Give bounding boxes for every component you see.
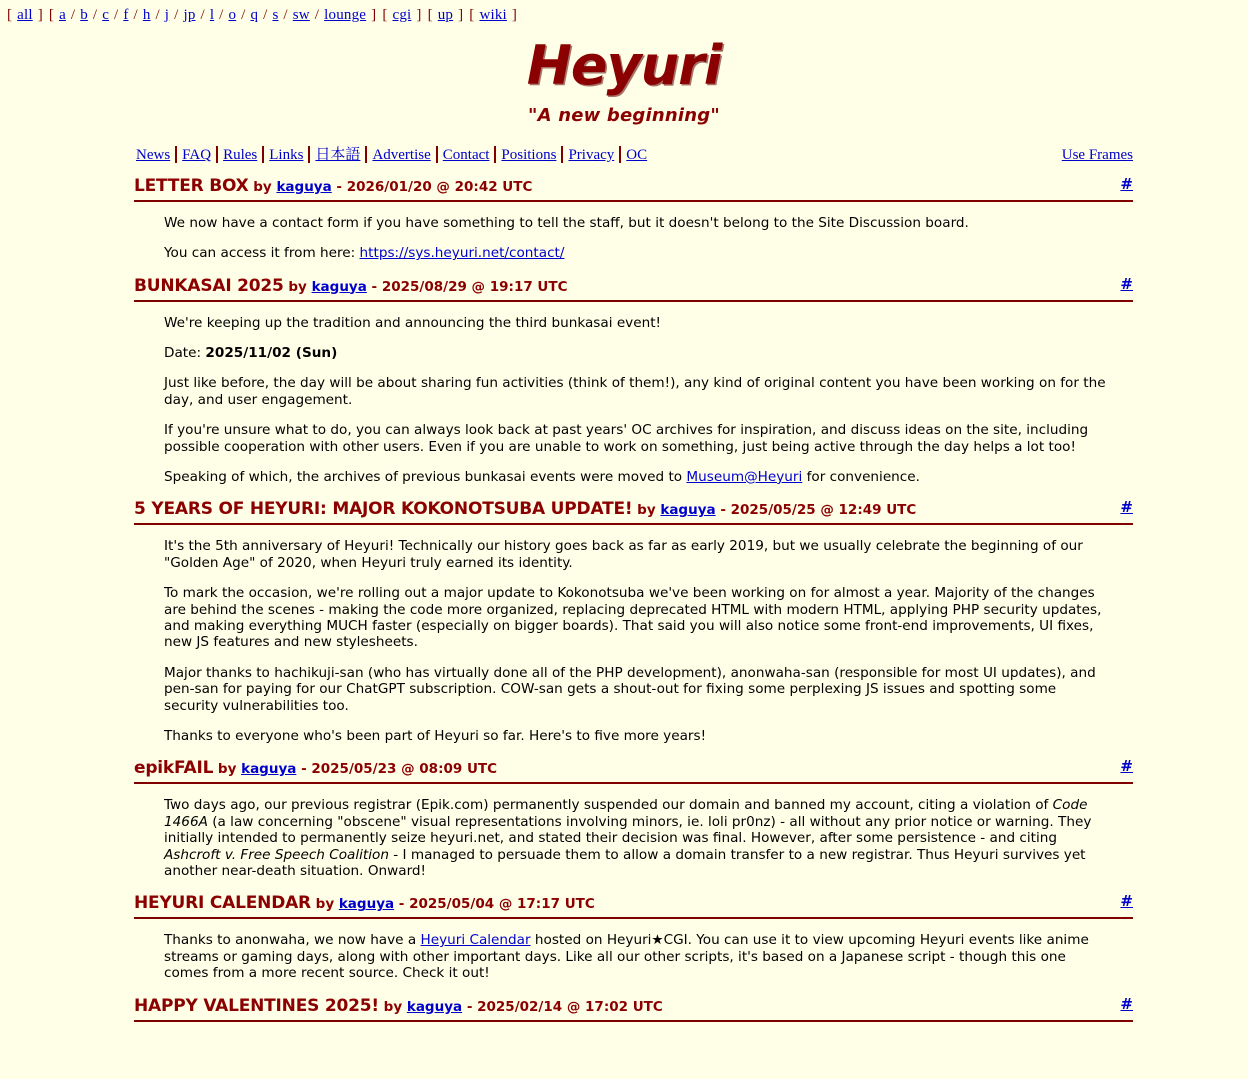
- nav-item-faq[interactable]: FAQ: [182, 146, 212, 163]
- bracket-open: [: [469, 7, 479, 23]
- nav-item-news[interactable]: News: [136, 146, 171, 163]
- text-run: (a law concerning "obscene" visual representations involving minors, ie. loli pr0nz) - all without any prior notice or warning. They initially intended to permanently seize heyuri.net, and stated their decision was final. However, after some persistence - and citing: [164, 813, 1092, 847]
- post-date: - 2025/08/29 @ 19:17 UTC: [366, 278, 568, 295]
- text-run: We're keeping up the tradition and announcing the third bunkasai event!: [164, 314, 661, 331]
- post-anchor: [1120, 892, 1133, 910]
- post-paragraph: [164, 422, 1114, 455]
- post-paragraph: [164, 469, 1114, 485]
- post-title: epikFAIL: [134, 758, 214, 779]
- post-title: BUNKASAI 2025: [134, 275, 284, 296]
- post-meta: [379, 999, 663, 1015]
- news-post: [0, 276, 1248, 500]
- board-link-h[interactable]: h: [142, 7, 151, 23]
- post-permalink-link[interactable]: #: [1120, 757, 1133, 776]
- bold-text: 2025/11/02 (Sun): [205, 344, 338, 361]
- post-date: - 2026/01/20 @ 20:42 UTC: [331, 178, 533, 195]
- post-author-link[interactable]: kaguya: [660, 502, 716, 519]
- board-link-a[interactable]: a: [59, 7, 66, 23]
- post-body: [164, 202, 1114, 276]
- post-body: [164, 302, 1114, 500]
- board-link-o[interactable]: o: [228, 7, 237, 23]
- post-paragraph: [164, 215, 1114, 231]
- board-link-j[interactable]: j: [164, 7, 170, 23]
- news-post: [0, 996, 1248, 1022]
- post-meta: [213, 761, 497, 777]
- board-separator: /: [66, 7, 80, 23]
- board-link-f[interactable]: f: [123, 7, 129, 23]
- board-link-up[interactable]: up: [437, 7, 454, 23]
- board-group: [468, 7, 518, 23]
- post-title: 5 YEARS OF HEYURI: MAJOR KOKONOTSUBA UPDATE!: [134, 499, 633, 520]
- bracket-close: ]: [454, 7, 464, 23]
- nav-item-rules[interactable]: Rules: [223, 146, 258, 163]
- post-header: [134, 758, 1133, 784]
- board-separator: /: [196, 7, 209, 23]
- text-run: Two days ago, our previous registrar (Epik.com) permanently suspended our domain and banned my account, citing a violation of: [164, 797, 1053, 814]
- post-body: [164, 919, 1114, 995]
- post-date: - 2025/05/04 @ 17:17 UTC: [394, 896, 595, 913]
- board-separator: /: [110, 7, 123, 23]
- post-meta: [632, 502, 916, 518]
- board-link-l[interactable]: l: [209, 7, 215, 23]
- nav-item-advertise[interactable]: Advertise: [372, 146, 431, 163]
- site-header: [0, 34, 1248, 126]
- post-by-label: by: [213, 761, 242, 778]
- post-meta: [249, 179, 533, 195]
- text-run: hosted on Heyuri★CGI. You can use it to view upcoming Heyuri events like anime streams or gaming days, along with other important days. Like all our other scripts, it's based on a Japanese script - though this one comes from a more recent source. Check it out!: [164, 932, 1089, 982]
- board-link-s[interactable]: s: [272, 7, 279, 23]
- board-separator: /: [310, 7, 324, 23]
- post-paragraph: [164, 375, 1114, 408]
- post-meta: [311, 896, 595, 912]
- post-paragraph: [164, 585, 1114, 651]
- board-link-wiki[interactable]: wiki: [479, 7, 507, 23]
- post-header: [134, 996, 1133, 1022]
- text-run: - I managed to persuade them to allow a domain transfer to a new registrar. Thus Heyuri survives yet another near-death situation. Onward!: [164, 846, 1086, 880]
- post-header: [134, 276, 1133, 302]
- post-title: HEYURI CALENDAR: [134, 893, 311, 914]
- news-post: [0, 893, 1248, 995]
- post-meta: [284, 279, 568, 295]
- text-run: To mark the occasion, we're rolling out a major update to Kokonotsuba we've been working on for almost a year. Majority of the changes are behind the scenes - making the code more organized, replacing deprecated HTML with modern HTML, applying PHP security updates, and making everything MUCH faster (especially on bigger boards). That said you will also notice some front-end improvements, UI fixes, new JS features and new stylesheets.: [164, 585, 1102, 651]
- post-by-label: by: [283, 278, 312, 295]
- board-link-jp[interactable]: jp: [183, 7, 196, 23]
- board-list: [0, 0, 1248, 24]
- post-author-link[interactable]: kaguya: [276, 178, 332, 195]
- board-link-all[interactable]: all: [17, 7, 33, 23]
- bracket-open: [: [427, 7, 437, 23]
- post-author-link[interactable]: kaguya: [241, 761, 297, 778]
- news-post: [0, 499, 1248, 758]
- nav-item-positions[interactable]: Positions: [501, 146, 557, 163]
- post-paragraph: [164, 797, 1114, 879]
- board-separator: /: [215, 7, 228, 23]
- board-group: [381, 7, 422, 23]
- post-title: HAPPY VALENTINES 2025!: [134, 995, 379, 1016]
- board-link-cgi[interactable]: cgi: [392, 7, 412, 23]
- text-run: Speaking of which, the archives of previous bunkasai events were moved to: [164, 468, 687, 485]
- text-run: Date:: [164, 344, 206, 361]
- bracket-open: [: [7, 7, 17, 23]
- board-separator: /: [151, 7, 164, 23]
- post-paragraph: [164, 315, 1114, 331]
- post-header: [134, 176, 1133, 202]
- bracket-open: [: [48, 7, 59, 23]
- italic-text: Code 1466A: [164, 797, 1088, 830]
- board-separator: /: [279, 7, 292, 23]
- post-body: [164, 525, 1114, 758]
- bracket-close: ]: [367, 7, 377, 23]
- nav-item-oc[interactable]: OC: [626, 146, 648, 163]
- news-post-list: [0, 176, 1248, 1022]
- post-by-label: by: [632, 502, 661, 519]
- post-paragraph: [164, 932, 1114, 981]
- board-separator: /: [259, 7, 272, 23]
- text-run: Thanks to everyone who's been part of Heyuri so far. Here's to five more years!: [164, 728, 707, 744]
- board-separator: /: [88, 7, 102, 23]
- post-by-label: by: [248, 178, 277, 195]
- post-body: [164, 784, 1114, 893]
- board-separator: /: [129, 7, 142, 23]
- site-slogan: "A new beginning": [528, 104, 720, 126]
- text-run: If you're unsure what to do, you can always look back at past years' OC archives for inspiration, and discuss ideas on the site, including possible cooperation with other users. Even if you are unable to work on something, just being active through the day helps a lot too!: [164, 422, 1089, 455]
- post-anchor: [1120, 175, 1133, 193]
- board-group: [427, 7, 465, 23]
- use-frames-link[interactable]: Use Frames: [1061, 146, 1133, 163]
- nav-row: [0, 146, 1248, 170]
- post-date: - 2025/05/23 @ 08:09 UTC: [296, 761, 498, 778]
- nav-item-privacy[interactable]: Privacy: [568, 146, 615, 163]
- use-frames: [1062, 147, 1133, 164]
- post-header: [134, 499, 1133, 525]
- post-author-link[interactable]: kaguya: [311, 278, 367, 295]
- bracket-close: ]: [507, 7, 518, 23]
- post-anchor: [1120, 498, 1133, 516]
- text-run: You can access it from here:: [164, 245, 360, 262]
- board-separator: /: [170, 7, 183, 23]
- nav-item-links[interactable]: Links: [269, 146, 304, 163]
- board-group: [6, 7, 44, 23]
- text-run: We now have a contact form if you have something to tell the staff, but it doesn't belong to the Site Discussion board.: [164, 214, 969, 231]
- post-header: [134, 893, 1133, 919]
- text-run: Just like before, the day will be about sharing fun activities (think of them!), any kind of original content you have been working on for the day, and user engagement.: [164, 375, 1106, 408]
- news-post: [0, 758, 1248, 893]
- post-paragraph: [164, 665, 1114, 714]
- post-permalink-link[interactable]: #: [1120, 994, 1133, 1013]
- post-paragraph: [164, 728, 1114, 744]
- text-run: Thanks to anonwaha, we now have a: [164, 932, 421, 949]
- bracket-close: ]: [412, 7, 422, 23]
- board-group: [48, 7, 377, 23]
- post-paragraph: [164, 245, 1114, 261]
- inline-link[interactable]: Heyuri Calendar: [420, 932, 531, 949]
- text-run: for convenience.: [802, 468, 920, 485]
- bracket-close: ]: [33, 7, 43, 23]
- post-permalink-link[interactable]: #: [1120, 892, 1133, 911]
- board-link-q[interactable]: q: [250, 7, 259, 23]
- post-title: LETTER BOX: [134, 175, 249, 196]
- board-link-lounge[interactable]: lounge: [324, 7, 367, 23]
- nav-item--[interactable]: 日本語: [315, 146, 361, 163]
- post-paragraph: [164, 538, 1114, 571]
- post-permalink-link[interactable]: #: [1120, 274, 1133, 293]
- post-author-link[interactable]: kaguya: [338, 896, 395, 913]
- italic-text: Ashcroft v. Free Speech Coalition: [164, 846, 389, 863]
- news-post: [0, 176, 1248, 276]
- post-by-label: by: [378, 998, 407, 1015]
- inline-link[interactable]: Museum@Heyuri: [686, 468, 803, 485]
- post-date: - 2025/05/25 @ 12:49 UTC: [715, 502, 917, 519]
- board-link-sw[interactable]: sw: [292, 7, 310, 23]
- site-logo: Heyuri: [526, 34, 722, 97]
- post-permalink-link[interactable]: #: [1120, 498, 1133, 517]
- post-date: - 2025/02/14 @ 17:02 UTC: [462, 998, 663, 1015]
- main-nav: [134, 146, 652, 164]
- post-by-label: by: [310, 896, 339, 913]
- inline-link[interactable]: https://sys.heyuri.net/contact/: [359, 245, 565, 262]
- post-anchor: [1120, 275, 1133, 293]
- text-run: It's the 5th anniversary of Heyuri! Technically our history goes back as far as early 2019, but we usually celebrate the beginning of our "Golden Age" of 2020, when Heyuri truly earned its identity.: [164, 538, 1083, 571]
- post-permalink-link[interactable]: #: [1120, 174, 1133, 193]
- bracket-open: [: [382, 7, 392, 23]
- board-separator: /: [237, 7, 250, 23]
- post-anchor: [1120, 995, 1133, 1013]
- board-link-c[interactable]: c: [102, 7, 110, 23]
- post-paragraph: [164, 345, 1114, 361]
- nav-item-contact[interactable]: Contact: [442, 146, 490, 163]
- post-anchor: [1120, 757, 1133, 775]
- board-link-b[interactable]: b: [80, 7, 88, 23]
- post-author-link[interactable]: kaguya: [406, 998, 463, 1015]
- text-run: Major thanks to hachikuji-san (who has virtually done all of the PHP development), anonwaha-san (responsible for most UI updates), and pen-san for paying for our ChatGPT subscription. COW-san gets a shout-out for fixing some perplexing JS issues and spotting some security vulnerabilities too.: [164, 664, 1096, 714]
